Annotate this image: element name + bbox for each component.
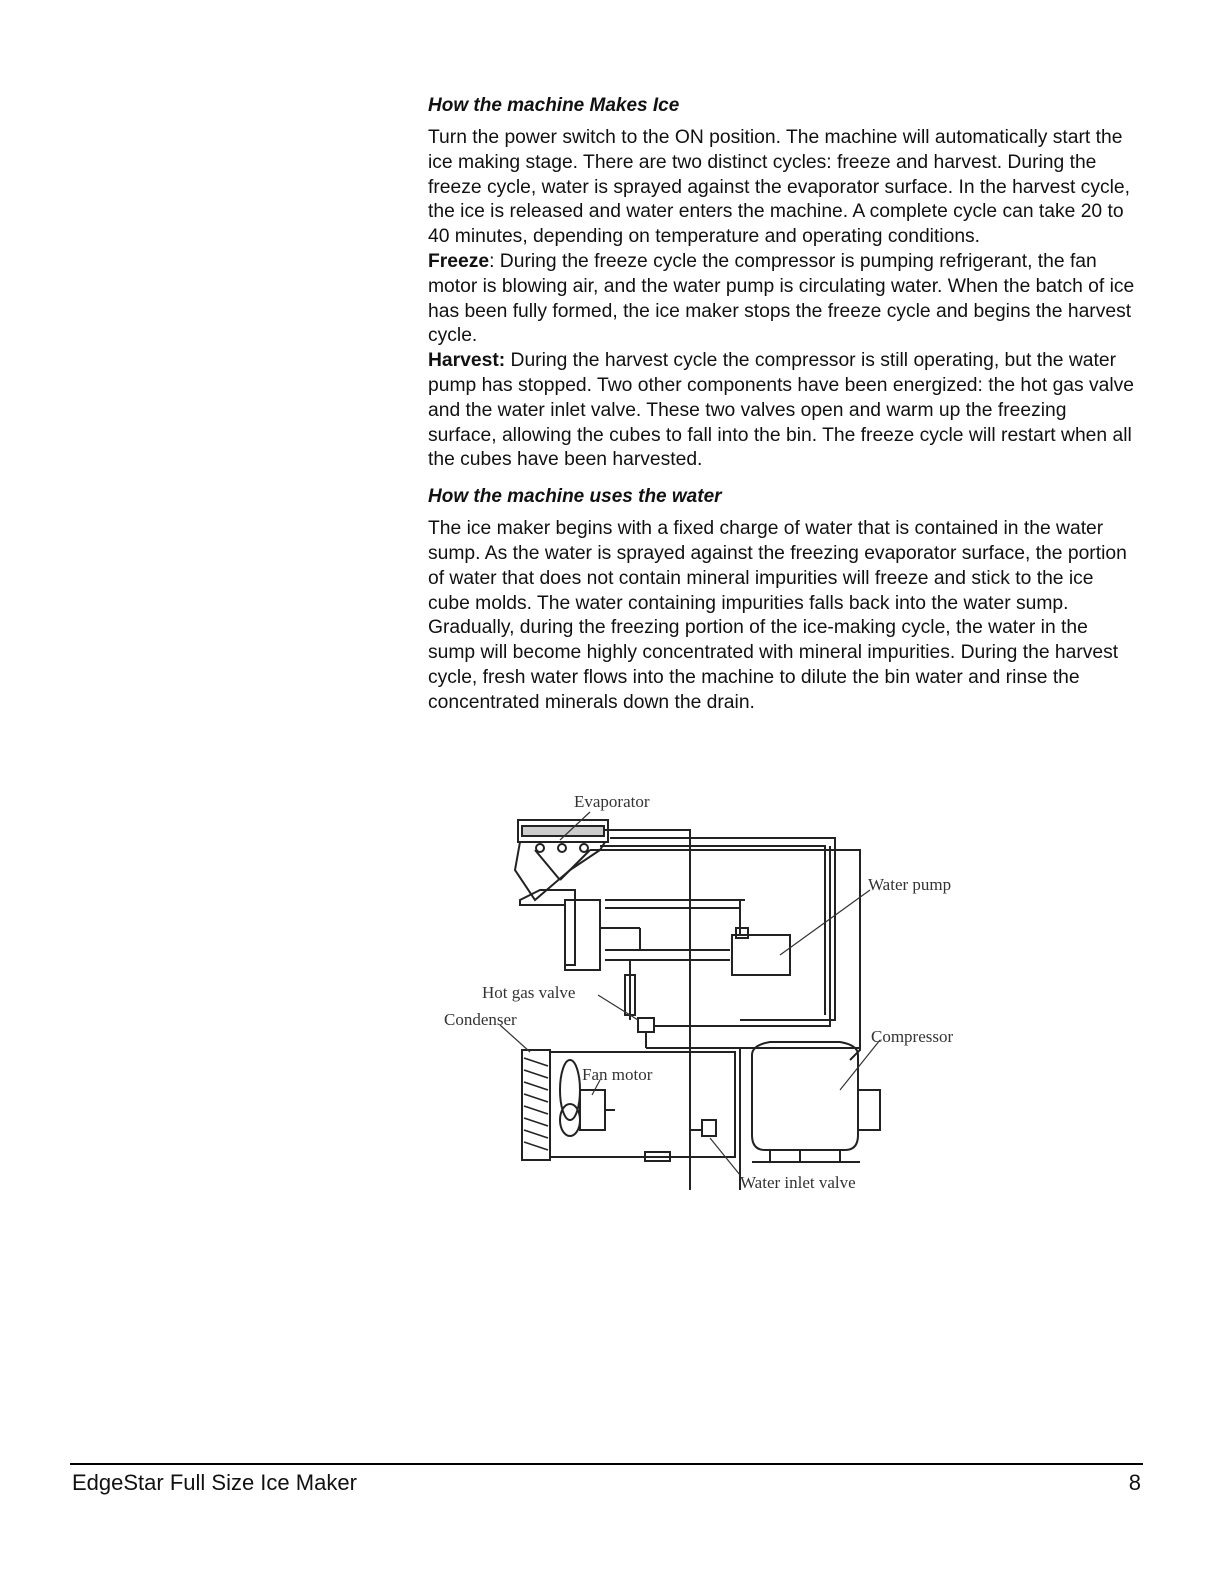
water-sump-shape <box>565 900 600 970</box>
paragraph-intro: Turn the power switch to the ON position. The machine will automatically start the ice making stage. There are two distinct cycles: freeze and harvest. During the freeze cycle, water is sprayed against the evaporator surface. In the harvest cycle, the ice is released and water enters the machine. A complete cycle can take 20 to 40 minutes, depending on temperature and operating conditions. <box>428 127 1130 248</box>
water-pump-shape <box>732 935 790 975</box>
label-evaporator: Evaporator <box>574 792 650 811</box>
hot-gas-valve-shape <box>638 1018 654 1032</box>
harvest-label: Harvest: <box>428 350 506 372</box>
fan-blade-shape <box>560 1060 580 1120</box>
label-fan-motor: Fan motor <box>582 1065 653 1084</box>
section-heading-makes-ice: How the machine Makes Ice <box>428 95 680 116</box>
fan-motor-shape <box>580 1090 605 1130</box>
freeze-label: Freeze <box>428 250 490 272</box>
ice-maker-diagram <box>440 790 1000 1200</box>
footer-divider <box>70 1463 1143 1465</box>
footer-title: EdgeStar Full Size Ice Maker <box>72 1470 357 1495</box>
paragraph-freeze <box>428 250 1138 349</box>
page-number: 8 <box>1128 1470 1141 1495</box>
compressor-shape <box>752 1042 858 1150</box>
label-water-inlet-valve: Water inlet valve <box>740 1173 856 1192</box>
main-content <box>428 94 1138 716</box>
paragraph-harvest <box>428 349 1138 473</box>
paragraph-water: The ice maker begins with a fixed charge of water that is contained in the water sump. As the water is sprayed against the freezing evaporator surface, the portion of water that does not contain mineral impurities will freeze and stick to the ice cube molds. The water containing impurities falls back into the water sump. Gradually, during the freezing portion of the ice-making cycle, the water in the sump will become highly concentrated with mineral impurities. During the harvest cycle, fresh water flows into the machine to dilute the bin water and rinse the concentrated minerals down the drain. <box>428 518 1127 713</box>
diagram-svg <box>440 790 1000 1200</box>
harvest-text: During the harvest cycle the compressor is still operating, but the water pump has stopped. Two other components have been energized: the hot gas valve and the water inlet valve. These two valves open and warm up the freezing surface, allowing the cubes to fall into the bin. The freeze cycle will restart when all the cubes have been harvested. <box>428 350 1135 471</box>
section-heading-uses-water: How the machine uses the water <box>428 486 722 508</box>
freeze-text: : During the freeze cycle the compressor is pumping refrigerant, the fan motor is blowing air, and the water pump is circulating water. When the batch of ice has been fully formed, the ice maker stops the freeze cycle and begins the harvest cycle. <box>428 250 1135 347</box>
label-water-pump: Water pump <box>868 875 952 894</box>
label-compressor: Compressor <box>871 1027 954 1046</box>
water-inlet-valve-shape <box>702 1120 716 1136</box>
label-condenser: Condenser <box>444 1010 517 1029</box>
label-hot-gas-valve: Hot gas valve <box>482 983 576 1002</box>
